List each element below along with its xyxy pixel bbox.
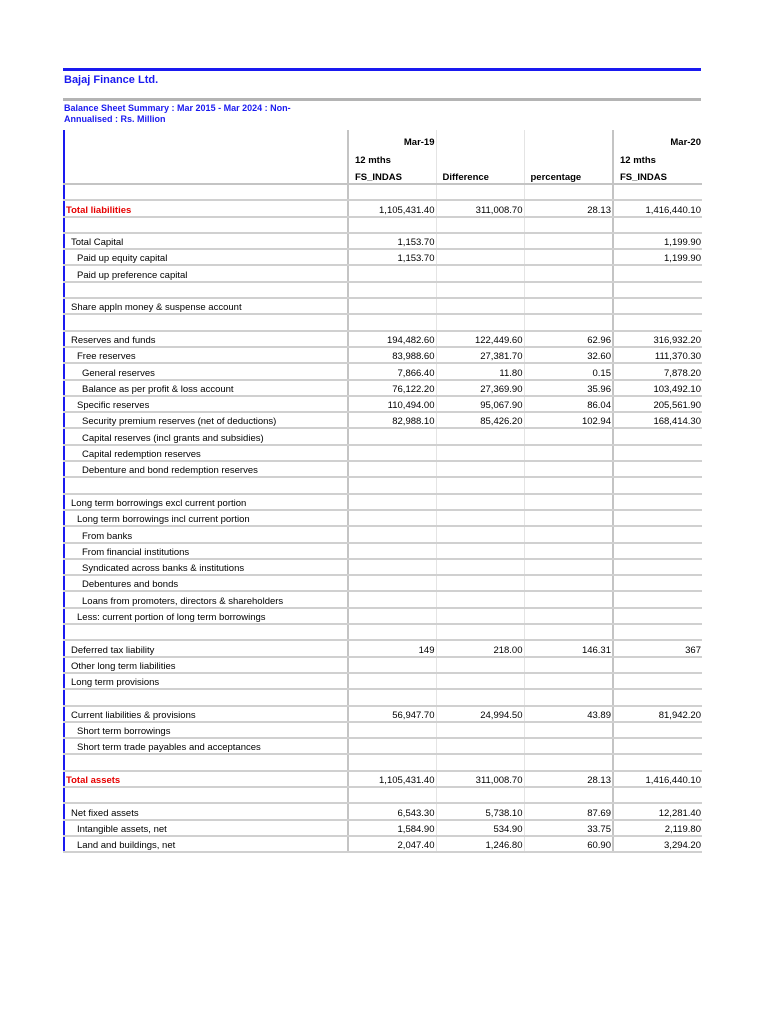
- row-label: General reserves: [64, 363, 348, 379]
- value-cell: [613, 461, 702, 477]
- value-cell: [524, 461, 613, 477]
- table-row: [64, 331, 702, 347]
- row-label: Intangible assets, net: [64, 820, 348, 836]
- header-cell: [524, 148, 613, 166]
- value-cell: [436, 233, 524, 249]
- row-label: From banks: [64, 526, 348, 542]
- value-cell: [524, 591, 613, 607]
- company-name: Bajaj Finance Ltd.: [64, 74, 159, 86]
- value-cell: 111,370.30: [613, 347, 702, 363]
- empty-cell: [348, 217, 436, 233]
- empty-cell: [524, 217, 613, 233]
- empty-cell: [524, 689, 613, 705]
- value-cell: [436, 265, 524, 281]
- value-cell: 83,988.60: [348, 347, 436, 363]
- value-cell: [524, 657, 613, 673]
- header-cell: [524, 130, 613, 148]
- value-cell: 28.13: [524, 200, 613, 216]
- spacer-row: [64, 184, 702, 200]
- row-label: Debentures and bonds: [64, 575, 348, 591]
- value-cell: 1,153.70: [348, 233, 436, 249]
- row-label: Net fixed assets: [64, 803, 348, 819]
- header-cell: FS_INDAS: [613, 166, 702, 184]
- value-cell: [348, 673, 436, 689]
- empty-cell: [348, 624, 436, 640]
- empty-cell: [613, 624, 702, 640]
- value-cell: [524, 559, 613, 575]
- value-cell: [348, 265, 436, 281]
- value-cell: 122,449.60: [436, 331, 524, 347]
- table-row: [64, 722, 702, 738]
- table-row: [64, 298, 702, 314]
- row-label: Paid up equity capital: [64, 249, 348, 265]
- value-cell: 60.90: [524, 836, 613, 852]
- value-cell: 24,994.50: [436, 706, 524, 722]
- value-cell: [348, 559, 436, 575]
- row-label: Reserves and funds: [64, 331, 348, 347]
- value-cell: 1,584.90: [348, 820, 436, 836]
- table-row: [64, 575, 702, 591]
- header-cell: 12 mths: [613, 148, 702, 166]
- header-cell: Mar-20: [613, 130, 702, 148]
- table-row: [64, 836, 702, 852]
- row-label: Loans from promoters, directors & shareholders: [64, 591, 348, 607]
- value-cell: [524, 298, 613, 314]
- empty-cell: [524, 314, 613, 330]
- value-cell: [436, 657, 524, 673]
- empty-cell: [436, 787, 524, 803]
- value-cell: 316,932.20: [613, 331, 702, 347]
- row-label: Current liabilities & provisions: [64, 706, 348, 722]
- value-cell: 1,199.90: [613, 249, 702, 265]
- value-cell: 76,122.20: [348, 380, 436, 396]
- value-cell: [613, 526, 702, 542]
- value-cell: [613, 445, 702, 461]
- table-row: [64, 412, 702, 428]
- header-row-period: [64, 130, 702, 148]
- value-cell: 27,381.70: [436, 347, 524, 363]
- table-row: [64, 347, 702, 363]
- row-label: Long term borrowings excl current portion: [64, 494, 348, 510]
- value-cell: [524, 575, 613, 591]
- sheet-subtitle: Balance Sheet Summary : Mar 2015 - Mar 2024 : Non-Annualised : Rs. Million: [64, 103, 291, 124]
- value-cell: [348, 461, 436, 477]
- value-cell: [524, 543, 613, 559]
- value-cell: [436, 428, 524, 444]
- value-cell: [524, 608, 613, 624]
- value-cell: [613, 575, 702, 591]
- row-label: Long term borrowings incl current portion: [64, 510, 348, 526]
- empty-cell: [613, 754, 702, 770]
- value-cell: [348, 510, 436, 526]
- header-cell: [64, 130, 348, 148]
- row-label: Syndicated across banks & institutions: [64, 559, 348, 575]
- table-row: [64, 445, 702, 461]
- value-cell: [613, 265, 702, 281]
- table-row: [64, 738, 702, 754]
- header-cell: [436, 130, 524, 148]
- row-label: Total Capital: [64, 233, 348, 249]
- value-cell: 82,988.10: [348, 412, 436, 428]
- value-cell: [524, 526, 613, 542]
- value-cell: 33.75: [524, 820, 613, 836]
- value-cell: 110,494.00: [348, 396, 436, 412]
- empty-cell: [436, 624, 524, 640]
- value-cell: [348, 298, 436, 314]
- value-cell: 205,561.90: [613, 396, 702, 412]
- value-cell: [348, 428, 436, 444]
- empty-cell: [613, 314, 702, 330]
- value-cell: [348, 543, 436, 559]
- table-row: [64, 591, 702, 607]
- empty-cell: [613, 217, 702, 233]
- table-row: [64, 771, 702, 787]
- value-cell: [436, 494, 524, 510]
- value-cell: [524, 722, 613, 738]
- table-row: [64, 657, 702, 673]
- empty-cell: [524, 477, 613, 493]
- row-label: Deferred tax liability: [64, 640, 348, 656]
- value-cell: [613, 738, 702, 754]
- row-label: Less: current portion of long term borrowings: [64, 608, 348, 624]
- empty-cell: [436, 477, 524, 493]
- value-cell: 5,738.10: [436, 803, 524, 819]
- value-cell: 1,199.90: [613, 233, 702, 249]
- value-cell: [348, 722, 436, 738]
- row-label: Share appln money & suspense account: [64, 298, 348, 314]
- row-label: Paid up preference capital: [64, 265, 348, 281]
- value-cell: [524, 249, 613, 265]
- empty-cell: [436, 754, 524, 770]
- table-row: [64, 380, 702, 396]
- value-cell: 1,416,440.10: [613, 771, 702, 787]
- value-cell: [524, 738, 613, 754]
- table-row: [64, 200, 702, 216]
- spacer-row: [64, 282, 702, 298]
- value-cell: [436, 575, 524, 591]
- empty-cell: [613, 184, 702, 200]
- table-row: [64, 494, 702, 510]
- row-label: Free reserves: [64, 347, 348, 363]
- value-cell: [436, 461, 524, 477]
- row-label: Short term borrowings: [64, 722, 348, 738]
- value-cell: 367: [613, 640, 702, 656]
- empty-cell: [348, 689, 436, 705]
- value-cell: [348, 657, 436, 673]
- table-row: [64, 461, 702, 477]
- value-cell: [348, 608, 436, 624]
- value-cell: [436, 543, 524, 559]
- row-label: From financial institutions: [64, 543, 348, 559]
- value-cell: 7,866.40: [348, 363, 436, 379]
- value-cell: 95,067.90: [436, 396, 524, 412]
- value-cell: [348, 526, 436, 542]
- table-row: [64, 526, 702, 542]
- spacer-row: [64, 477, 702, 493]
- row-label: Debenture and bond redemption reserves: [64, 461, 348, 477]
- empty-cell: [64, 184, 348, 200]
- value-cell: 2,119.80: [613, 820, 702, 836]
- value-cell: [613, 673, 702, 689]
- empty-cell: [64, 282, 348, 298]
- balance-sheet-table: [63, 130, 702, 853]
- spacer-row: [64, 787, 702, 803]
- value-cell: 43.89: [524, 706, 613, 722]
- value-cell: [524, 265, 613, 281]
- value-cell: 1,416,440.10: [613, 200, 702, 216]
- value-cell: 1,105,431.40: [348, 771, 436, 787]
- empty-cell: [613, 282, 702, 298]
- table-row: [64, 559, 702, 575]
- value-cell: [613, 722, 702, 738]
- table-row: [64, 249, 702, 265]
- value-cell: 534.90: [436, 820, 524, 836]
- value-cell: 0.15: [524, 363, 613, 379]
- value-cell: [436, 591, 524, 607]
- empty-cell: [348, 184, 436, 200]
- value-cell: 35.96: [524, 380, 613, 396]
- row-label: Specific reserves: [64, 396, 348, 412]
- value-cell: [613, 657, 702, 673]
- value-cell: [613, 543, 702, 559]
- header-row-basis: [64, 166, 702, 184]
- value-cell: 62.96: [524, 331, 613, 347]
- value-cell: 1,105,431.40: [348, 200, 436, 216]
- value-cell: 32.60: [524, 347, 613, 363]
- header-cell: [436, 148, 524, 166]
- row-label: Balance as per profit & loss account: [64, 380, 348, 396]
- row-label: Long term provisions: [64, 673, 348, 689]
- row-label: Short term trade payables and acceptances: [64, 738, 348, 754]
- empty-cell: [348, 754, 436, 770]
- value-cell: 56,947.70: [348, 706, 436, 722]
- table-row: [64, 820, 702, 836]
- value-cell: 11.80: [436, 363, 524, 379]
- value-cell: 85,426.20: [436, 412, 524, 428]
- table-body: [64, 130, 702, 852]
- value-cell: [436, 673, 524, 689]
- value-cell: 103,492.10: [613, 380, 702, 396]
- empty-cell: [64, 217, 348, 233]
- value-cell: [613, 428, 702, 444]
- value-cell: 87.69: [524, 803, 613, 819]
- header-cell: percentage: [524, 166, 613, 184]
- value-cell: [436, 445, 524, 461]
- table-row: [64, 803, 702, 819]
- value-cell: [348, 591, 436, 607]
- value-cell: 1,246.80: [436, 836, 524, 852]
- value-cell: 194,482.60: [348, 331, 436, 347]
- empty-cell: [64, 477, 348, 493]
- value-cell: [524, 673, 613, 689]
- value-cell: 86.04: [524, 396, 613, 412]
- value-cell: 102.94: [524, 412, 613, 428]
- value-cell: [524, 510, 613, 526]
- empty-cell: [524, 754, 613, 770]
- empty-cell: [348, 282, 436, 298]
- value-cell: [613, 608, 702, 624]
- value-cell: 168,414.30: [613, 412, 702, 428]
- value-cell: 311,008.70: [436, 771, 524, 787]
- table-row: [64, 510, 702, 526]
- value-cell: 27,369.90: [436, 380, 524, 396]
- value-cell: [613, 510, 702, 526]
- row-label: Total assets: [64, 771, 348, 787]
- value-cell: 28.13: [524, 771, 613, 787]
- empty-cell: [613, 477, 702, 493]
- empty-cell: [613, 689, 702, 705]
- value-cell: 1,153.70: [348, 249, 436, 265]
- row-label: Capital reserves (incl grants and subsidies): [64, 428, 348, 444]
- value-cell: [436, 298, 524, 314]
- table-row: [64, 640, 702, 656]
- value-cell: [436, 722, 524, 738]
- value-cell: [348, 494, 436, 510]
- row-label: Total liabilities: [64, 200, 348, 216]
- empty-cell: [436, 689, 524, 705]
- empty-cell: [524, 282, 613, 298]
- spacer-row: [64, 624, 702, 640]
- value-cell: 218.00: [436, 640, 524, 656]
- table-row: [64, 233, 702, 249]
- empty-cell: [348, 314, 436, 330]
- value-cell: 7,878.20: [613, 363, 702, 379]
- empty-cell: [348, 787, 436, 803]
- empty-cell: [436, 217, 524, 233]
- header-cell: [64, 148, 348, 166]
- spacer-row: [64, 754, 702, 770]
- empty-cell: [524, 624, 613, 640]
- value-cell: [524, 233, 613, 249]
- value-cell: [613, 494, 702, 510]
- empty-cell: [348, 477, 436, 493]
- header-cell: [64, 166, 348, 184]
- empty-cell: [436, 314, 524, 330]
- value-cell: [524, 428, 613, 444]
- header-cell: 12 mths: [348, 148, 436, 166]
- balance-sheet: [63, 68, 701, 853]
- value-cell: [436, 608, 524, 624]
- value-cell: [613, 298, 702, 314]
- table-row: [64, 363, 702, 379]
- value-cell: [348, 445, 436, 461]
- spacer-row: [64, 217, 702, 233]
- empty-cell: [64, 689, 348, 705]
- spacer-row: [64, 689, 702, 705]
- empty-cell: [524, 787, 613, 803]
- row-label: Capital redemption reserves: [64, 445, 348, 461]
- empty-cell: [524, 184, 613, 200]
- header-row-months: [64, 148, 702, 166]
- row-label: Land and buildings, net: [64, 836, 348, 852]
- value-cell: [613, 591, 702, 607]
- row-label: Security premium reserves (net of deductions): [64, 412, 348, 428]
- value-cell: 2,047.40: [348, 836, 436, 852]
- empty-cell: [436, 184, 524, 200]
- empty-cell: [64, 787, 348, 803]
- value-cell: 3,294.20: [613, 836, 702, 852]
- empty-cell: [613, 787, 702, 803]
- value-cell: 311,008.70: [436, 200, 524, 216]
- header-cell: Mar-19: [348, 130, 436, 148]
- empty-cell: [64, 314, 348, 330]
- header-cell: FS_INDAS: [348, 166, 436, 184]
- empty-cell: [64, 624, 348, 640]
- value-cell: [436, 559, 524, 575]
- value-cell: 6,543.30: [348, 803, 436, 819]
- value-cell: [436, 738, 524, 754]
- row-label: Other long term liabilities: [64, 657, 348, 673]
- table-row: [64, 396, 702, 412]
- value-cell: [524, 494, 613, 510]
- value-cell: [436, 249, 524, 265]
- spacer-row: [64, 314, 702, 330]
- table-row: [64, 608, 702, 624]
- value-cell: 146.31: [524, 640, 613, 656]
- value-cell: 12,281.40: [613, 803, 702, 819]
- value-cell: [348, 575, 436, 591]
- header-cell: Difference: [436, 166, 524, 184]
- empty-cell: [436, 282, 524, 298]
- value-cell: [436, 510, 524, 526]
- table-row: [64, 265, 702, 281]
- value-cell: 149: [348, 640, 436, 656]
- value-cell: [613, 559, 702, 575]
- value-cell: [348, 738, 436, 754]
- value-cell: [436, 526, 524, 542]
- empty-cell: [64, 754, 348, 770]
- value-cell: [524, 445, 613, 461]
- table-row: [64, 673, 702, 689]
- table-row: [64, 706, 702, 722]
- table-row: [64, 428, 702, 444]
- value-cell: 81,942.20: [613, 706, 702, 722]
- table-row: [64, 543, 702, 559]
